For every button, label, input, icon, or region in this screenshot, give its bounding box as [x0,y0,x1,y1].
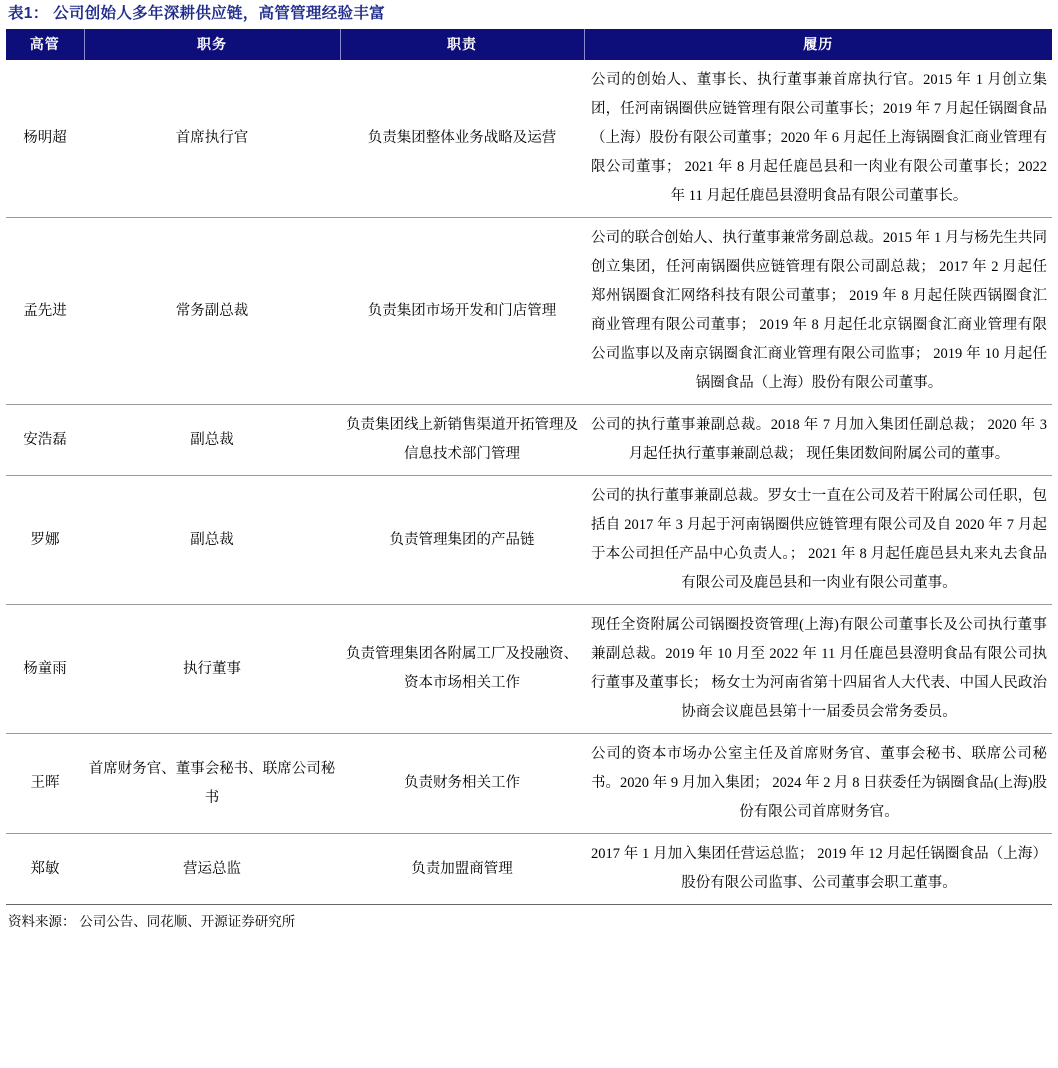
cell-exec-title: 副总裁 [84,405,340,476]
cell-exec-duty: 负责集团线上新销售渠道开拓管理及信息技术部门管理 [340,405,584,476]
table-row [6,60,1052,218]
cell-exec-resume: 公司的执行董事兼副总裁。罗女士一直在公司及若干附属公司任职，包括自 2017 年 3 月起于河南锅圈供应链管理有限公司及自 2020 年 7 月起于本公司担任产品中心负责人。； 2021 年 8 月起任鹿邑县丸来丸去食品有限公司及鹿邑县和一肉业有限公司董事。 [584,476,1052,605]
column-header-duty: 职责 [340,29,584,60]
table-row [6,605,1052,734]
cell-exec-duty: 负责管理集团的产品链 [340,476,584,605]
table-header-row [6,29,1052,60]
table-body [6,60,1052,905]
table-row [6,218,1052,405]
cell-exec-name: 孟先进 [6,218,84,405]
cell-exec-duty: 负责集团整体业务战略及运营 [340,60,584,218]
cell-exec-duty: 负责加盟商管理 [340,834,584,905]
cell-exec-resume: 公司的执行董事兼副总裁。2018 年 7 月加入集团任副总裁； 2020 年 3 月起任执行董事兼副总裁； 现任集团数间附属公司的董事。 [584,405,1052,476]
cell-exec-duty: 负责财务相关工作 [340,734,584,834]
cell-exec-title: 执行董事 [84,605,340,734]
executives-table [6,29,1052,905]
cell-exec-resume: 公司的资本市场办公室主任及首席财务官、董事会秘书、联席公司秘书。2020 年 9 月加入集团； 2024 年 2 月 8 日获委任为锅圈食品(上海)股份有限公司首席财务官。 [584,734,1052,834]
cell-exec-duty: 负责管理集团各附属工厂及投融资、资本市场相关工作 [340,605,584,734]
table-row [6,476,1052,605]
column-header-name: 高管 [6,29,84,60]
table-row [6,405,1052,476]
column-header-title: 职务 [84,29,340,60]
cell-exec-resume: 现任全资附属公司锅圈投资管理(上海)有限公司董事长及公司执行董事兼副总裁。2019 年 10 月至 2022 年 11 月任鹿邑县澄明食品有限公司执行董事及董事长； 杨女士为河南省第十四届省人大代表、中国人民政治协商会议鹿邑县第十一届委员会常务委员。 [584,605,1052,734]
cell-exec-duty: 负责集团市场开发和门店管理 [340,218,584,405]
cell-exec-name: 郑敏 [6,834,84,905]
cell-exec-title: 常务副总裁 [84,218,340,405]
cell-exec-name: 杨明超 [6,60,84,218]
cell-exec-name: 安浩磊 [6,405,84,476]
cell-exec-name: 杨童雨 [6,605,84,734]
cell-exec-title: 首席财务官、董事会秘书、联席公司秘书 [84,734,340,834]
table-row [6,834,1052,905]
source-note: 资料来源： 公司公告、同花顺、开源证券研究所 [8,914,296,929]
table-row [6,734,1052,834]
cell-exec-resume: 公司的联合创始人、执行董事兼常务副总裁。2015 年 1 月与杨先生共同创立集团，任河南锅圈供应链管理有限公司副总裁； 2017 年 2 月起任郑州锅圈食汇网络科技有限公司董事； 2019 年 8 月起任陕西锅圈食汇商业管理有限公司董事； 2019 年 8 月起任北京锅圈食汇商业管理有限公司监事以及南京锅圈食汇商业管理有限公司监事； 2019 年 10 月起任锅圈食品（上海）股份有限公司董事。 [584,218,1052,405]
cell-exec-title: 首席执行官 [84,60,340,218]
cell-exec-title: 副总裁 [84,476,340,605]
cell-exec-name: 王晖 [6,734,84,834]
cell-exec-resume: 公司的创始人、董事长、执行董事兼首席执行官。2015 年 1 月创立集团，任河南锅圈供应链管理有限公司董事长；2019 年 7 月起任锅圈食品（上海）股份有限公司董事；2020 年 6 月起任上海锅圈食汇商业管理有限公司董事； 2021 年 8 月起任鹿邑县和一肉业有限公司董事长；2022 年 11 月起任鹿邑县澄明食品有限公司董事长。 [584,60,1052,218]
cell-exec-name: 罗娜 [6,476,84,605]
cell-exec-title: 营运总监 [84,834,340,905]
cell-exec-resume: 2017 年 1 月加入集团任营运总监； 2019 年 12 月起任锅圈食品（上海）股份有限公司监事、公司董事会职工董事。 [584,834,1052,905]
column-header-resume: 履历 [584,29,1052,60]
table-header [6,29,1052,60]
page-title: 表1： 公司创始人多年深耕供应链，高管管理经验丰富 [8,5,385,22]
